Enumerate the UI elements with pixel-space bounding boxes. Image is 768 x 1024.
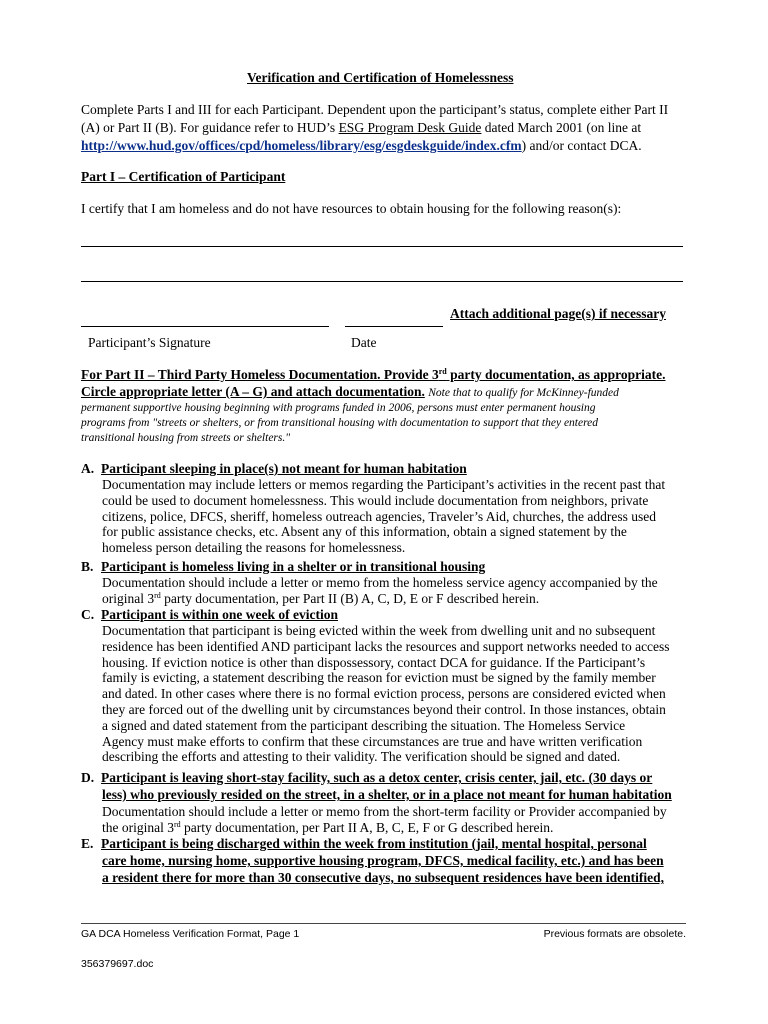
item-d-line-2 [102,820,667,836]
attach-pages-note: Attach additional page(s) if necessary [450,306,666,321]
footer-left: GA DCA Homeless Verification Format, Page 1 [81,928,300,940]
part2-heading-tail: party documentation, as appropriate. [446,367,666,382]
item-a-line: could be used to document homelessness. This would include documentation from neighbors, private [102,492,649,508]
item-d-sup: rd [173,819,181,829]
item-d-body [102,804,667,836]
intro-line-2 [81,119,668,137]
item-d-line-1: Documentation should include a letter or memo from the short-term facility or Provider accompanied by [102,804,667,819]
part2-note-line-3: programs from "streets or shelters, or from transitional housing with documentation to support that they entered [81,417,599,429]
item-d-line-2-end: party documentation, per Part II A, B, C, E, F or G described herein. [180,819,554,835]
item-b-letter[interactable]: B. [81,559,94,574]
item-e-heading-line-1: Participant is being discharged within the week from institution (jail, mental hospital, personal [101,836,647,851]
item-a-line: for public assistance checks, etc. Absent any of this information, obtain a signed statement by the [102,524,627,540]
hud-desk-guide-link[interactable]: http://www.hud.gov/offices/cpd/homeless/library/esg/esgdeskguide/index.cfm [81,138,522,153]
intro-line-3-tail: ) and/or contact DCA. [521,138,642,153]
item-d-line-2-start: the original 3 [102,819,174,835]
item-c-line: a signed and dated statement from the participant describing the situation. The Homeless Service [102,717,626,733]
intro-paragraph [81,101,668,155]
item-c-line: and dated. In other cases where there is no formal eviction process, persons are considered evicted when [102,686,666,702]
item-b-body [102,575,658,607]
part2-heading-line-1 [81,367,665,383]
part2-note-line-2: permanent supportive housing beginning with programs funded in 2006, persons must enter permanent housing [81,402,596,414]
item-d-heading-line-1: Participant is leaving short-stay facility, such as a detox center, crisis center, jail, etc. (30 days or [101,770,653,785]
signature-label: Participant’s Signature [88,335,211,350]
item-d-heading-line-2: less) who previously resided on the street, in a shelter, or in a place not meant for human habitation [102,787,672,802]
item-c-body [102,623,670,765]
item-c-line: Agency must make efforts to confirm that these circumstances are true and have written verification [102,733,643,749]
part2-circle-instruction: Circle appropriate letter (A – G) and attach documentation. [81,384,425,399]
item-c-line: Documentation that participant is being evicted within the week from dwelling unit and no subsequent [102,623,656,638]
item-a-heading: Participant sleeping in place(s) not meant for human habitation [101,461,467,476]
part1-statement: I certify that I am homeless and do not have resources to obtain housing for the following reason(s): [81,201,622,216]
item-c-line: residence has been identified AND participant lacks the resources and support networks needed to access [102,638,670,654]
part2-heading-text: For Part II – Third Party Homeless Documentation. Provide 3 [81,367,439,382]
item-b-line-2 [102,591,658,607]
footer-rule [81,923,686,924]
item-a-body [102,477,665,556]
date-label: Date [351,335,377,350]
item-b-line-2-start: original 3 [102,590,155,606]
intro-line-1: Complete Parts I and III for each Participant. Dependent upon the participant’s status, complete either Part II [81,102,669,117]
part2-note-line-4: transitional housing from streets or shelters." [81,432,291,444]
item-e-heading-line-2: care home, nursing home, supportive housing program, DFCS, medical facility, etc.) and has been [102,853,664,868]
item-b-line-2-end: party documentation, per Part II (B) A, C, D, E or F described herein. [160,590,540,606]
item-c-line: family is evicting, a statement describing the reason for eviction must be signed by the family member [102,670,656,686]
item-b-heading: Participant is homeless living in a shelter or in transitional housing [101,559,486,574]
intro-line-2-end: dated March 2001 (on line at [481,120,642,135]
signature-line[interactable] [81,326,329,327]
item-c-line: describing the efforts and attesting to their validity. The verification should be signed and dated. [102,749,621,765]
footer-right: Previous formats are obsolete. [543,928,686,940]
item-d-letter[interactable]: D. [81,770,95,785]
item-a-letter[interactable]: A. [81,461,95,476]
esg-desk-guide-ref: ESG Program Desk Guide [338,120,482,135]
document-title: Verification and Certification of Homelessness [247,70,514,85]
footer-doc-id: 356379697.doc [81,958,154,970]
intro-line-2-start: (A) or Part II (B). For guidance refer to HUD’s [81,120,339,135]
part2-heading-sup: rd [438,367,447,376]
part2-heading-line-2 [81,384,619,401]
item-b-sup: rd [154,590,161,600]
part2-note-line-1: Note that to qualify for McKinney-funded [428,387,619,399]
item-c-letter[interactable]: C. [81,607,95,622]
part1-heading: Part I – Certification of Participant [81,169,286,184]
item-c-line: housing. If eviction notice is other than dispossessory, contact DCA for guidance. If the Participant’s [102,654,646,670]
item-a-line: Documentation may include letters or memos regarding the Participant’s activities in the recent past that [102,477,666,492]
item-e-letter[interactable]: E. [81,836,94,851]
intro-line-3 [81,137,668,155]
reason-line-1[interactable] [81,246,683,247]
reason-line-2[interactable] [81,281,683,282]
item-e-heading-line-3: a resident there for more than 30 consecutive days, no subsequent residences have been identified, [102,870,664,885]
item-c-heading: Participant is within one week of eviction [101,607,338,622]
item-c-line: they are forced out of the dwelling unit by circumstances beyond their control. In those instances, obtain [102,701,666,717]
item-b-line-1: Documentation should include a letter or memo from the homeless service agency accompanied by the [102,575,658,590]
item-a-line: homeless person detailing the reasons for homelessness. [102,540,406,556]
date-line[interactable] [345,326,443,327]
item-a-line: citizens, police, DFCS, sheriff, homeless outreach agencies, Traveler’s Aid, churches, the address used [102,508,656,524]
